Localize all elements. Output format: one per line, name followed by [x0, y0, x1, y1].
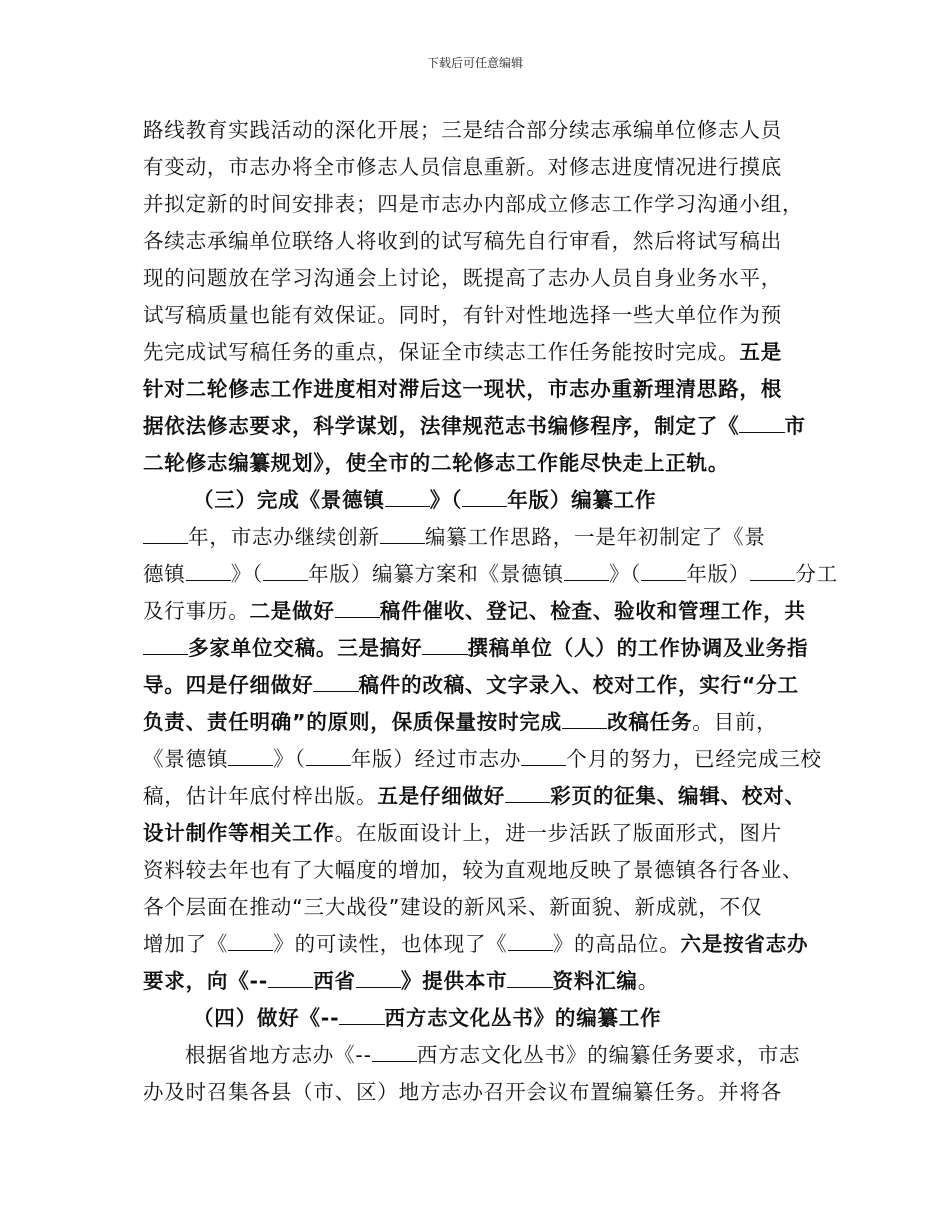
- bold-text: 多家单位交稿。三是搞好: [188, 636, 423, 660]
- fill-in-blank: [750, 562, 795, 581]
- text-line: [193, 485, 656, 515]
- bold-text: 二轮修志编纂规划》，使全市的二轮修志工作能尽快走上正轨。: [143, 451, 730, 475]
- fill-in-blank: [268, 969, 313, 988]
- bold-text: 五是: [739, 340, 783, 364]
- text-line: [143, 448, 729, 478]
- text-line: [143, 115, 782, 145]
- bold-text: 》提供本市: [400, 969, 508, 993]
- fill-in-blank: [263, 562, 308, 581]
- text-line: [143, 966, 659, 996]
- body-text: 增加了《: [143, 932, 229, 956]
- fill-in-blank: [372, 1043, 417, 1062]
- text-line: [193, 1003, 661, 1033]
- fill-in-blank: [739, 414, 784, 433]
- body-text: 稿，估计年底付梓出版。: [143, 784, 378, 808]
- body-text: 及行事历。: [143, 599, 250, 623]
- bold-text: 资料汇编: [552, 969, 638, 993]
- text-line: [143, 263, 782, 293]
- text-line: [143, 855, 803, 885]
- bold-text: 五是仔细做好: [377, 784, 506, 808]
- text-line: [143, 707, 777, 737]
- fill-in-blank: [143, 525, 188, 544]
- body-text: 年版）: [686, 562, 751, 586]
- fill-in-blank: [641, 562, 686, 581]
- bold-text: 要求，向《--: [143, 969, 269, 993]
- text-line: [143, 929, 808, 959]
- bold-text: 》（: [429, 488, 463, 512]
- fill-in-blank: [462, 488, 507, 507]
- bold-text: 年版）编纂工作: [507, 488, 657, 512]
- text-line: [143, 226, 782, 256]
- text-line: [143, 1077, 782, 1107]
- body-text: 并拟定新的时间安排表；四是市志办内部成立修志工作学习沟通小组，: [143, 192, 804, 216]
- text-line: [143, 411, 806, 441]
- body-text: 西方志文化丛书》的编纂任务要求，市志: [416, 1043, 801, 1067]
- body-text: 各个层面在推动“三大战役”建设的新风采、新面貌、新成就，不仅: [143, 895, 763, 919]
- fill-in-blank: [339, 1006, 384, 1025]
- body-text: 年版）编纂方案和《景德镇: [308, 562, 564, 586]
- text-line: [143, 781, 806, 811]
- body-text: 年版）经过市志办: [350, 747, 522, 771]
- bold-text: 导。四是仔细做好: [143, 673, 314, 697]
- body-text: 办及时召集各县（市、区）地方志办召开会议布置编纂任务。并将各: [143, 1080, 782, 1104]
- text-line: [143, 522, 766, 552]
- body-text: 》（: [273, 747, 306, 771]
- body-text: 》（: [230, 562, 264, 586]
- fill-in-blank: [143, 636, 188, 655]
- bold-text: （三）完成《景德镇: [193, 488, 385, 512]
- body-text: 试写稿质量也能有效保证。同时，有针对性地选择一些大单位作为预: [143, 303, 782, 327]
- bold-text: 六是按省志办: [680, 932, 809, 956]
- text-line: [143, 818, 782, 848]
- text-line: [143, 152, 782, 182]
- fill-in-blank: [228, 932, 273, 951]
- text-line: [143, 374, 782, 404]
- body-text: 资料较去年也有了大幅度的增加，较为直观地反映了景德镇各行各业、: [143, 858, 804, 882]
- bold-text: 西省: [313, 969, 356, 993]
- text-line: [143, 337, 782, 367]
- fill-in-blank: [385, 488, 430, 507]
- text-line: [143, 559, 838, 589]
- body-text: 根据省地方志办《--: [185, 1043, 372, 1067]
- fill-in-blank: [521, 747, 566, 766]
- text-line: [185, 1040, 800, 1070]
- bold-text: （四）做好《--: [193, 1006, 340, 1030]
- body-text: 分工: [795, 562, 838, 586]
- bold-text: 针对二轮修志工作进度相对滞后这一现状，市志办重新理清思路，根: [143, 377, 782, 401]
- body-text: 》（: [608, 562, 642, 586]
- fill-in-blank: [356, 969, 401, 988]
- bold-text: 市: [784, 414, 806, 438]
- bold-text: 据依法修志要求，科学谋划，法律规范志书编修程序，制定了《: [143, 414, 740, 438]
- body-text: 有变动，市志办将全市修志人员信息重新。对修志进度情况进行摸底: [143, 155, 782, 179]
- text-line: [143, 633, 808, 663]
- body-text: 个月的努力，已经完成三校: [566, 747, 822, 771]
- body-text: 编纂工作思路，一是年初制定了《景: [424, 525, 766, 549]
- body-text: 。目前，: [692, 710, 778, 734]
- fill-in-blank: [422, 636, 467, 655]
- body-text: 现的问题放在学习沟通会上讨论，既提高了志办人员自身业务水平，: [143, 266, 782, 290]
- bold-text: 负责、责任明确”的原则，保质保量按时完成: [143, 710, 562, 734]
- body-text: 德镇: [143, 562, 186, 586]
- text-line: [143, 596, 806, 626]
- text-line: [143, 300, 782, 330]
- body-text: 路线教育实践活动的深化开展；三是结合部分续志承编单位修志人员: [143, 118, 782, 142]
- fill-in-blank: [508, 932, 553, 951]
- body-text: 年，市志办继续创新: [188, 525, 380, 549]
- bold-text: 稿件的改稿、文字录入、校对工作，实行“分工: [358, 673, 799, 697]
- text-line: [143, 189, 803, 219]
- fill-in-blank: [186, 562, 231, 581]
- body-text: 。: [637, 969, 660, 993]
- body-text: 《景德镇: [143, 747, 229, 771]
- bold-text: 稿件催收、登记、检查、验收和管理工作，共: [379, 599, 806, 623]
- bold-text: 设计制作等相关工作: [143, 821, 335, 845]
- fill-in-blank: [335, 599, 380, 618]
- fill-in-blank: [380, 525, 425, 544]
- fill-in-blank: [564, 562, 609, 581]
- body-text: 各续志承编单位联络人将收到的试写稿先自行审看，然后将试写稿出: [143, 229, 782, 253]
- fill-in-blank: [507, 969, 552, 988]
- text-line: [143, 670, 799, 700]
- body-text: 先完成试写稿任务的重点，保证全市续志工作任务能按时完成。: [143, 340, 740, 364]
- text-line: [143, 892, 762, 922]
- fill-in-blank: [313, 673, 358, 692]
- fill-in-blank: [505, 784, 550, 803]
- bold-text: 彩页的征集、编辑、校对、: [550, 784, 806, 808]
- bold-text: 改稿任务: [607, 710, 693, 734]
- bold-text: 撰稿单位（人）的工作协调及业务指: [467, 636, 809, 660]
- body-text: 》的可读性，也体现了《: [273, 932, 508, 956]
- body-text: 》的高品位。: [552, 932, 681, 956]
- body-text: 。在版面设计上，进一步活跃了版面形式，图片: [334, 821, 783, 845]
- text-line: [143, 744, 822, 774]
- bold-text: 西方志文化丛书》的编纂工作: [384, 1006, 662, 1030]
- fill-in-blank: [306, 747, 351, 766]
- page-header: 下载后可任意编辑: [426, 56, 523, 70]
- fill-in-blank: [228, 747, 273, 766]
- fill-in-blank: [562, 710, 607, 729]
- bold-text: 二是做好: [249, 599, 335, 623]
